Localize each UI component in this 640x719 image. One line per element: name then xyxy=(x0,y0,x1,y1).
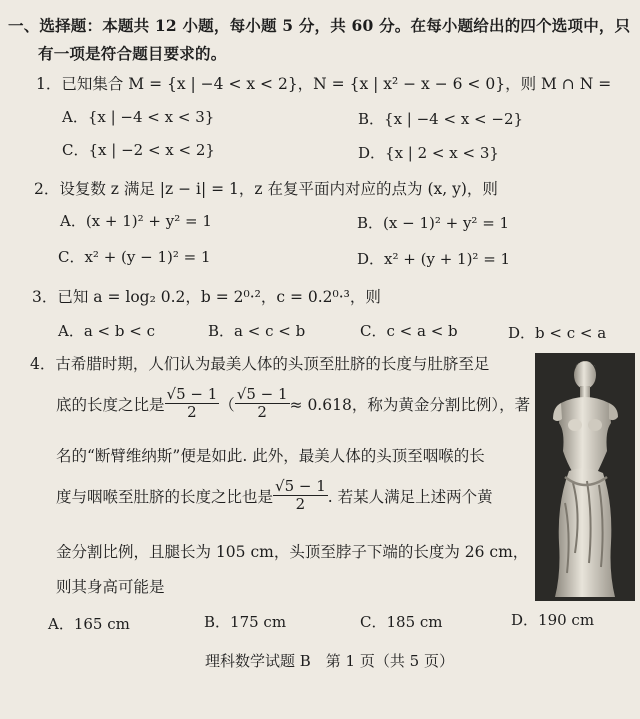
fraction-denominator: 2 xyxy=(187,403,197,422)
question-3-option-c: C．c < a < b xyxy=(360,322,458,340)
question-4-option-c: C．185 cm xyxy=(360,613,443,631)
page-footer: 理科数学试题 B 第 1 页（共 5 页） xyxy=(205,652,454,670)
question-4-line4 xyxy=(56,478,493,514)
section-header-line2: 有一项是符合题目要求的。 xyxy=(38,44,227,63)
question-1-option-d: D．{x | 2 < x < 3} xyxy=(358,144,499,162)
question-3-stem: 3．已知 a = log₂ 0.2，b = 2⁰·²，c = 0.2⁰·³，则 xyxy=(32,288,381,306)
question-4-option-d: D．190 cm xyxy=(511,611,595,629)
question-1-option-b: B．{x | −4 < x < −2} xyxy=(358,110,524,128)
question-4-line5: 金分割比例，且腿长为 105 cm，头顶至脖子下端的长度为 26 cm， xyxy=(56,543,529,561)
question-3-option-a: A．a < b < c xyxy=(58,322,155,340)
fraction-numerator: √5 − 1 xyxy=(275,477,326,495)
question-2-option-d: D．x² + (y + 1)² = 1 xyxy=(357,250,511,268)
venus-de-milo-image xyxy=(535,353,635,601)
question-4-line4-text-b: . 若某人满足上述两个黄 xyxy=(327,487,493,506)
question-4-line1: 4．古希腊时期，人们认为最美人体的头顶至肚脐的长度与肚脐至足 xyxy=(30,355,490,373)
fraction-numerator: √5 − 1 xyxy=(236,385,288,403)
question-2-stem: 2．设复数 z 满足 |z − i| = 1，z 在复平面内对应的点为 (x, y)，则 xyxy=(34,180,498,198)
question-3-option-d: D．b < c < a xyxy=(508,324,607,342)
question-4-line2 xyxy=(56,386,530,422)
question-2-option-b: B．(x − 1)² + y² = 1 xyxy=(357,214,510,232)
fraction-denominator: 2 xyxy=(257,403,267,422)
question-2-option-c: C．x² + (y − 1)² = 1 xyxy=(58,248,211,266)
question-4-option-b: B．175 cm xyxy=(204,613,287,631)
question-4-line6: 则其身高可能是 xyxy=(56,578,165,596)
fraction-denominator: 2 xyxy=(295,495,306,514)
question-4-line4-text-a: 度与咽喉至肚脐的长度之比也是 xyxy=(56,487,274,506)
section-header-line1: 一、选择题：本题共 12 小题，每小题 5 分，共 60 分。在每小题给出的四个选项中，只 xyxy=(8,16,631,35)
question-1-stem: 1．已知集合 M = {x | −4 < x < 2}，N = {x | x² − x − 6 < 0}，则 M ∩ N = xyxy=(36,75,612,93)
golden-ratio-fraction-2 xyxy=(235,386,290,422)
question-4-option-a: A．165 cm xyxy=(48,615,130,633)
fraction-numerator: √5 − 1 xyxy=(166,385,218,403)
golden-ratio-fraction-3 xyxy=(273,478,328,514)
question-4-line3: 名的“断臂维纳斯”便是如此. 此外，最美人体的头顶至咽喉的长 xyxy=(56,447,485,465)
question-2-option-a: A．(x + 1)² + y² = 1 xyxy=(60,212,212,230)
golden-ratio-fraction-1 xyxy=(165,386,220,422)
question-3-option-b: B．a < c < b xyxy=(208,322,306,340)
question-4-line2-text-c: ≈ 0.618，称为黄金分割比例），著 xyxy=(289,395,531,414)
question-1-option-c: C．{x | −2 < x < 2} xyxy=(62,141,215,159)
question-4-line2-text-a: 底的长度之比是 xyxy=(56,395,165,414)
question-4-line2-text-b: （ xyxy=(219,395,235,414)
question-1-option-a: A．{x | −4 < x < 3} xyxy=(62,108,215,126)
statue-drawing xyxy=(535,353,635,601)
